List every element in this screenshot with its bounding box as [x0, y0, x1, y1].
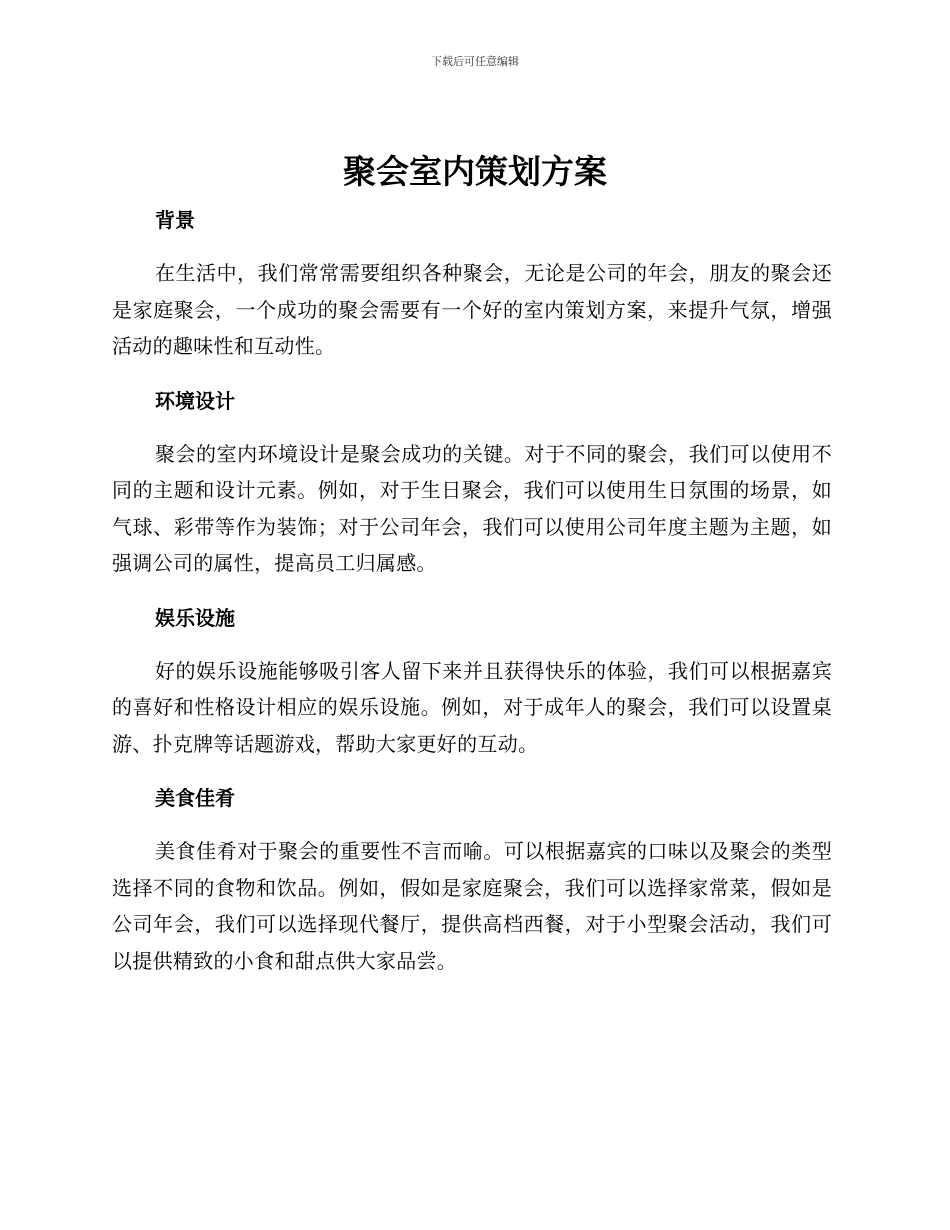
header-note: 下载后可任意编辑	[431, 55, 519, 68]
section-heading-food: 美食佳肴	[155, 786, 235, 810]
section-heading-background: 背景	[155, 208, 195, 232]
section-paragraph-background: 在生活中，我们常常需要组织各种聚会，无论是公司的年会，朋友的聚会还是家庭聚会，一个成功的聚会需要有一个好的室内策划方案，来提升气氛，增强活动的趣味性和互动性。	[112, 261, 832, 358]
section-background	[112, 201, 832, 365]
section-heading-environment-design: 环境设计	[155, 388, 235, 413]
section-heading-entertainment-facilities: 娱乐设施	[155, 605, 235, 630]
section-entertainment-facilities	[112, 599, 832, 763]
document-body	[112, 201, 832, 996]
section-food	[112, 779, 832, 979]
section-paragraph-entertainment-facilities: 好的娱乐设施能够吸引客人留下来并且获得快乐的体验，我们可以根据嘉宾的喜好和性格设计相应的娱乐设施。例如，对于成年人的聚会，我们可以设置桌游、扑克牌等话题游戏，帮助大家更好的互动。	[112, 658, 832, 756]
section-environment-design	[112, 382, 832, 582]
document-title: 聚会室内策划方案	[343, 152, 607, 191]
section-paragraph-food: 美食佳肴对于聚会的重要性不言而喻。可以根据嘉宾的口味以及聚会的类型选择不同的食物和饮品。例如，假如是家庭聚会，我们可以选择家常菜，假如是公司年会，我们可以选择现代餐厅，提供高档西餐，对于小型聚会活动，我们可以提供精致的小食和甜点供大家品尝。	[112, 839, 832, 973]
section-paragraph-environment-design: 聚会的室内环境设计是聚会成功的关键。对于不同的聚会，我们可以使用不同的主题和设计元素。例如，对于生日聚会，我们可以使用生日氛围的场景，如气球、彩带等作为装饰；对于公司年会，我们可以使用公司年度主题为主题，如强调公司的属性，提高员工归属感。	[112, 441, 832, 575]
